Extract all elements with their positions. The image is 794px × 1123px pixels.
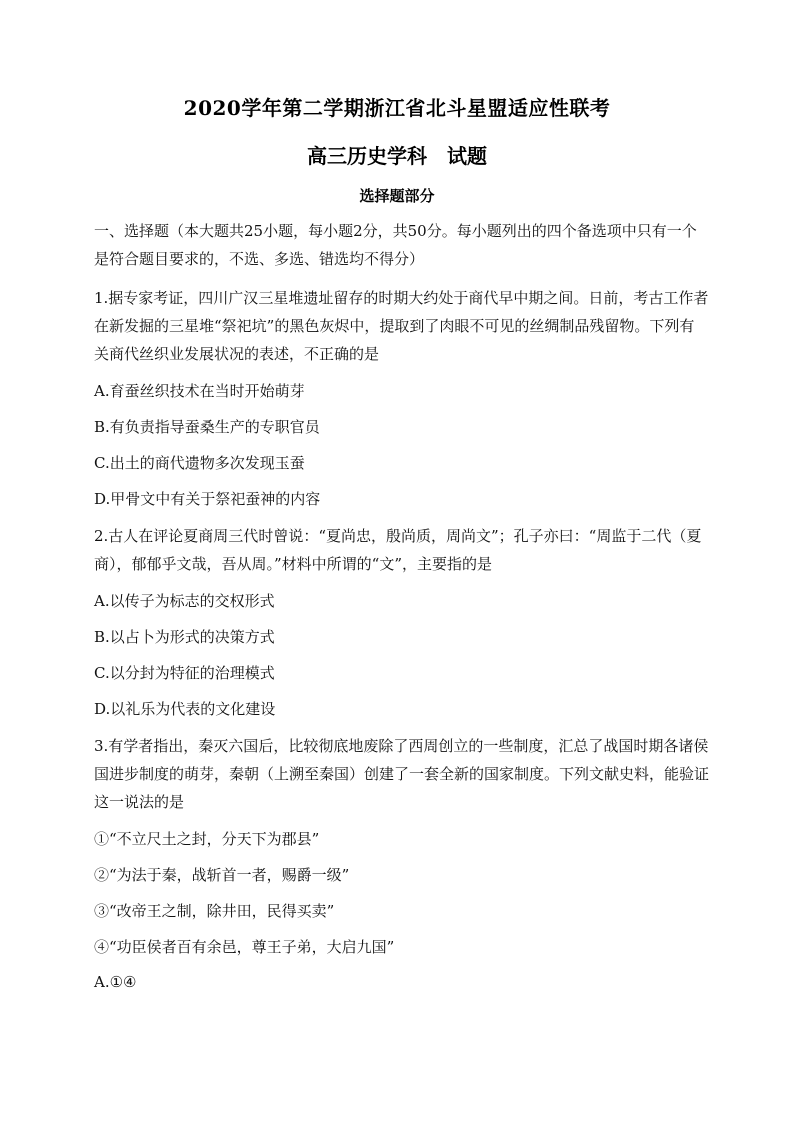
question-3-stem: 这一说法的是	[94, 793, 185, 811]
question-2-option-d: D.以礼乐为代表的文化建设	[94, 700, 276, 718]
question-1-option-b: B.有负责指导蚕桑生产的专职官员	[94, 418, 320, 436]
question-2-stem: 2.古人在评论夏商周三代时曾说：“夏尚忠，殷尚质，周尚文”；孔子亦曰：“周监于二代（夏	[94, 527, 702, 545]
question-1-option-c: C.出土的商代遗物多次发现玉蚕	[94, 454, 305, 472]
question-3-item-1: ①“不立尺土之封，分天下为郡县”	[94, 830, 320, 848]
exam-title: 2020学年第二学期浙江省北斗星盟适应性联考	[183, 96, 611, 120]
question-3-option-a: A.①④	[94, 973, 137, 991]
subject-title: 高三历史学科 试题	[307, 144, 487, 168]
question-1-stem: 1.据专家考证，四川广汉三星堆遗址留存的时期大约处于商代早中期之间。日前，考古工作者	[94, 289, 709, 307]
question-3-stem: 国进步制度的萌芽，秦朝（上溯至秦国）创建了一套全新的国家制度。下列文献史料，能验证	[94, 765, 710, 783]
question-3-item-2: ②“为法于秦，战斩首一者，赐爵一级”	[94, 866, 350, 884]
question-1-option-d: D.甲骨文中有关于祭祀蚕神的内容	[94, 490, 321, 508]
question-1-stem: 在新发掘的三星堆“祭祀坑”的黑色灰烬中，提取到了肉眼不可见的丝绸制品残留物。下列有	[94, 317, 695, 335]
question-3-item-4: ④“功臣侯者百有余邑，尊王子弟，大启九国”	[94, 938, 395, 956]
question-3-stem: 3.有学者指出，秦灭六国后，比较彻底地废除了西周创立的一些制度，汇总了战国时期各诸侯	[94, 737, 709, 755]
question-3-item-3: ③“改帝王之制，除井田，民得买卖”	[94, 902, 335, 920]
question-2-option-a: A.以传子为标志的交权形式	[94, 592, 275, 610]
instructions-line: 一、选择题（本大题共25小题，每小题2分，共50分。每小题列出的四个备选项中只有一个	[94, 222, 697, 240]
question-1-option-a: A.育蚕丝织技术在当时开始萌芽	[94, 382, 305, 400]
question-1-stem: 关商代丝织业发展状况的表述，不正确的是	[94, 345, 380, 363]
question-2-option-b: B.以占卜为形式的决策方式	[94, 628, 275, 646]
question-2-option-c: C.以分封为特征的治理模式	[94, 664, 275, 682]
section-title: 选择题部分	[359, 187, 435, 205]
instructions-line: 是符合题目要求的，不选、多选、错选均不得分）	[94, 250, 425, 268]
question-2-stem: 商），郁郁乎文哉，吾从周。”材料中所谓的“文”，主要指的是	[94, 555, 493, 573]
